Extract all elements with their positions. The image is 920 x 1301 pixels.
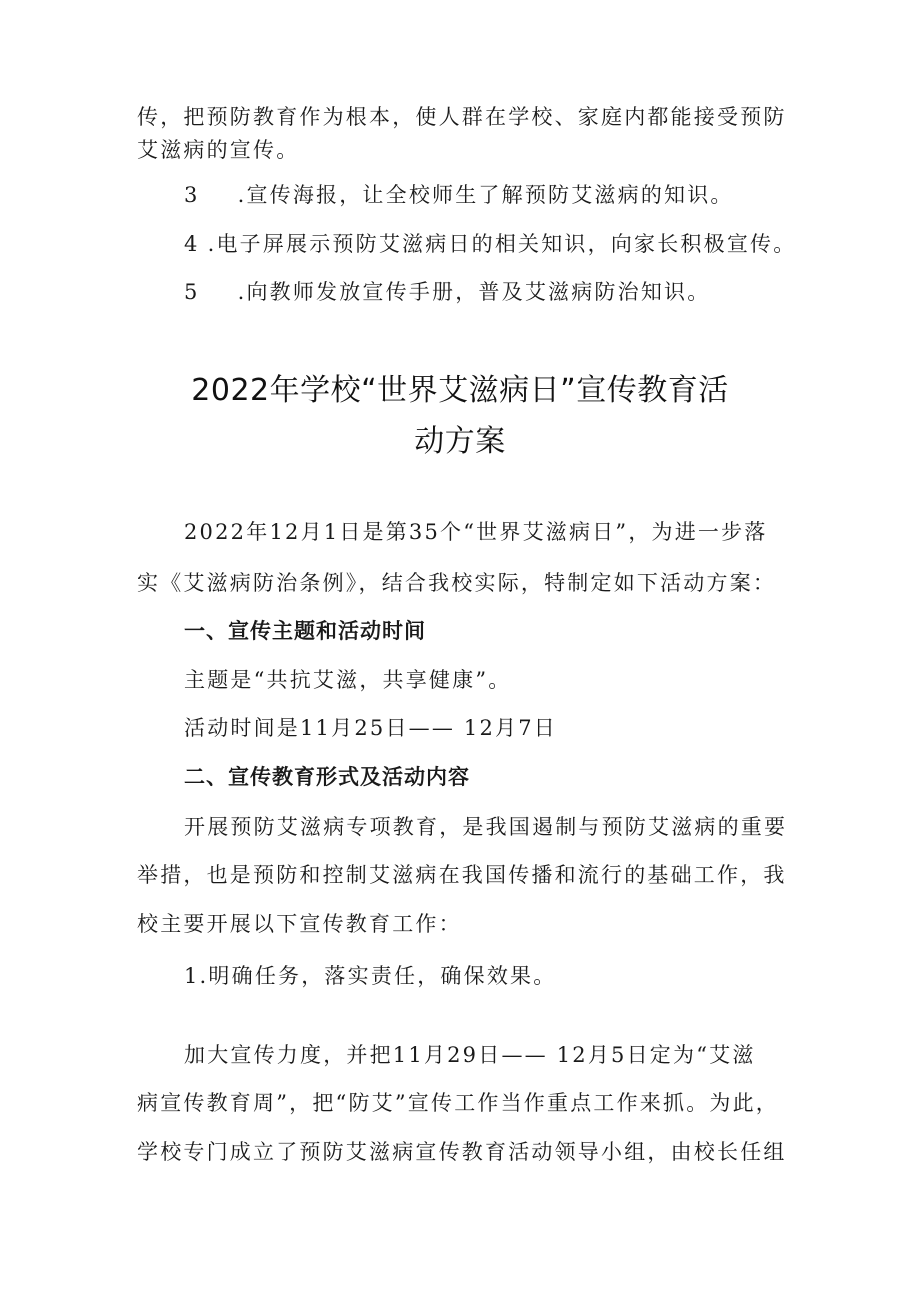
paragraph-line: 举措，也是预防和控制艾滋病在我国传播和流行的基础工作，我 bbox=[137, 863, 787, 887]
numbered-item: 1.明确任务，落实责任，确保效果。 bbox=[184, 964, 557, 988]
section-heading: 一、宣传主题和活动时间 bbox=[184, 619, 426, 643]
list-item-number: 4 bbox=[184, 232, 200, 256]
paragraph-line: 实《艾滋病防治条例》，结合我校实际，特制定如下活动方案： bbox=[137, 571, 777, 595]
theme-line: 主题是“共抗艾滋，共享健康”。 bbox=[184, 668, 512, 692]
list-item bbox=[184, 229, 796, 259]
list-item-text: .电子屏展示预防艾滋病日的相关知识，向家长积极宣传。 bbox=[207, 232, 797, 256]
paragraph-line: 学校专门成立了预防艾滋病宣传教育活动领导小组，由校长任组 bbox=[137, 1140, 787, 1164]
list-item-number: 5 bbox=[184, 280, 200, 304]
paragraph-line: 开展预防艾滋病专项教育，是我国遏制与预防艾滋病的重要 bbox=[184, 815, 788, 839]
time-line: 活动时间是11月25日—— 12月7日 bbox=[184, 716, 558, 740]
list-item bbox=[184, 277, 710, 307]
list-item-number: 3 bbox=[184, 183, 200, 207]
paragraph-line: 2022年12月1日是第35个“世界艾滋病日”，为进一步落 bbox=[184, 520, 768, 544]
paragraph-line: 传，把预防教育作为根本，使人群在学校、家庭内都能接受预防 bbox=[137, 105, 787, 129]
paragraph-line: 加大宣传力度，并把11月29日—— 12月5日定为“艾滋 bbox=[184, 1043, 756, 1067]
list-item-text: .向教师发放宣传手册，普及艾滋病防治知识。 bbox=[237, 280, 711, 304]
paragraph-line: 校主要开展以下宣传教育工作： bbox=[137, 912, 462, 936]
section-heading: 二、宣传教育形式及活动内容 bbox=[184, 765, 470, 789]
document-title-continued: 动方案 bbox=[414, 424, 506, 459]
list-item bbox=[184, 180, 734, 210]
document-title: 2022年学校“世界艾滋病日”宣传教育活 bbox=[191, 373, 729, 408]
list-item-text: .宣传海报，让全校师生了解预防艾滋病的知识。 bbox=[237, 183, 734, 207]
paragraph-line: 艾滋病的宣传。 bbox=[137, 138, 300, 162]
paragraph-line: 病宣传教育周”，把“防艾”宣传工作当作重点工作来抓。为此， bbox=[137, 1091, 780, 1115]
